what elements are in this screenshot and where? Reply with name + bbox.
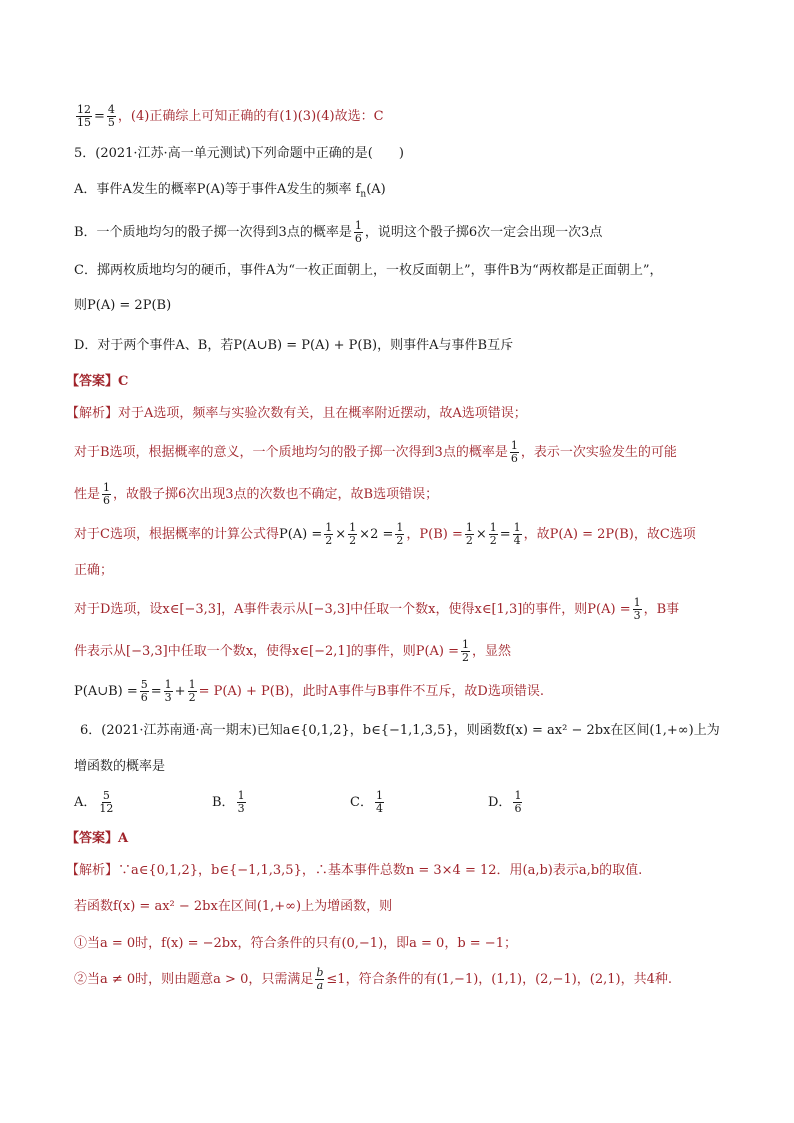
q6-answer: 【答案】A [66, 831, 129, 846]
q5-option-a: A．事件A发生的概率P(A)等于事件A发生的频率 $f_n(A)$ [74, 182, 386, 200]
q6-option-b: B． $\frac{1}{3}$ [212, 789, 245, 815]
q5-answer: 【答案】C [66, 374, 129, 389]
prev-answer-line: $\frac{12}{15}$ = $\frac{4}{5}$ ，(4)正确综上可知正确的有(1)(3)(4)故选：C [77, 103, 384, 129]
q6-analysis-1: 【解析】∵a∈{0,1,2}，b∈{−1,1,3,5}，∴基本事件总数n = 3×4 = 12．用(a,b)表示a,b的取值. [66, 863, 643, 878]
q5-analysis-4: 对于C选项，根据概率的计算公式得P(A) = $\frac{1}{2}$ × $\frac{1}{2}$ ×2 = $\frac{1}{2}$ ，P(B) = $\frac{1}{2}$ × $\frac{1}{2}$ = $\frac{1}{4}$ ，故P(A) = 2P(B)，故C选项 [74, 521, 696, 547]
q5-analysis-1: 【解析】对于A选项，频率与实验次数有关，且在概率附近摆动，故A选项错误； [66, 406, 527, 421]
q5-analysis-7: 件表示从[−3,3]中任取一个数x，使得x∈[−2,1]的事件，则P(A) = $\frac{1}{2}$ ，显然 [74, 638, 512, 664]
q5-option-d: D．对于两个事件A、B，若P(A∪B) = P(A) + P(B)，则事件A与事件B互斥 [74, 338, 514, 353]
q6-analysis-3: ①当a = 0时，f(x) = −2bx，符合条件的只有(0,−1)，即a = 0，b = −1； [74, 936, 517, 951]
fraction: $\frac{12}{15}$ [77, 103, 91, 129]
q6-option-c: C． $\frac{1}{4}$ [350, 789, 383, 815]
q6-stem-cont: 增函数的概率是 [74, 759, 166, 774]
q5-analysis-3: 性是 $\frac{1}{6}$ ，故骰子掷6次出现3点的次数也不确定，故B选项错误； [74, 481, 439, 507]
fraction: $\frac{4}{5}$ [107, 103, 115, 129]
q5-analysis-2: 对于B选项，根据概率的意义，一个质地均匀的骰子掷一次得到3点的概率是 $\frac{1}{6}$ ，表示一次实验发生的可能 [74, 439, 677, 465]
q5-analysis-5: 正确； [74, 563, 114, 578]
q6-option-d: D． $\frac{1}{6}$ [488, 789, 522, 815]
q6-analysis-4: ②当a ≠ 0时，则由题意a > 0，只需满足 $\frac{b}{a}$ ≤1，符合条件的有(1,−1)，(1,1)，(2,−1)，(2,1)，共4种. [74, 966, 673, 992]
q5-analysis-8: P(A∪B) = $\frac{5}{6}$ = $\frac{1}{3}$ + $\frac{1}{2}$ = P(A) + P(B)，此时A事件与B事件不互斥，故D选项错误. [74, 678, 544, 704]
q6-analysis-2: 若函数f(x) = ax² − 2bx在区间(1,+∞)上为增函数，则 [74, 899, 393, 914]
q5-option-b: B．一个质地均匀的骰子掷一次得到3点的概率是 $\frac{1}{6}$ ，说明这个骰子掷6次一定会出现一次3点 [74, 219, 603, 245]
q5-option-c: C．掷两枚质地均匀的硬币，事件A为“一枚正面朝上，一枚反面朝上”，事件B为“两枚都是正面朝上”， [74, 263, 663, 278]
q5-option-c-cont: 则P(A) = 2P(B) [74, 298, 172, 313]
q6-stem: 6．(2021·江苏南通·高一期末)已知a∈{0,1,2}，b∈{−1,1,3,5}，则函数f(x) = ax² − 2bx在区间(1,+∞)上为 [80, 723, 720, 738]
q6-option-a: A． $\frac{5}{12}$ [74, 789, 114, 815]
q5-analysis-6: 对于D选项，设x∈[−3,3]，A事件表示从[−3,3]中任取一个数x，使得x∈[1,3]的事件，则P(A) = $\frac{1}{3}$ ，B事 [74, 596, 680, 622]
q5-stem: 5．(2021·江苏·高一单元测试)下列命题中正确的是( ) [74, 146, 404, 161]
